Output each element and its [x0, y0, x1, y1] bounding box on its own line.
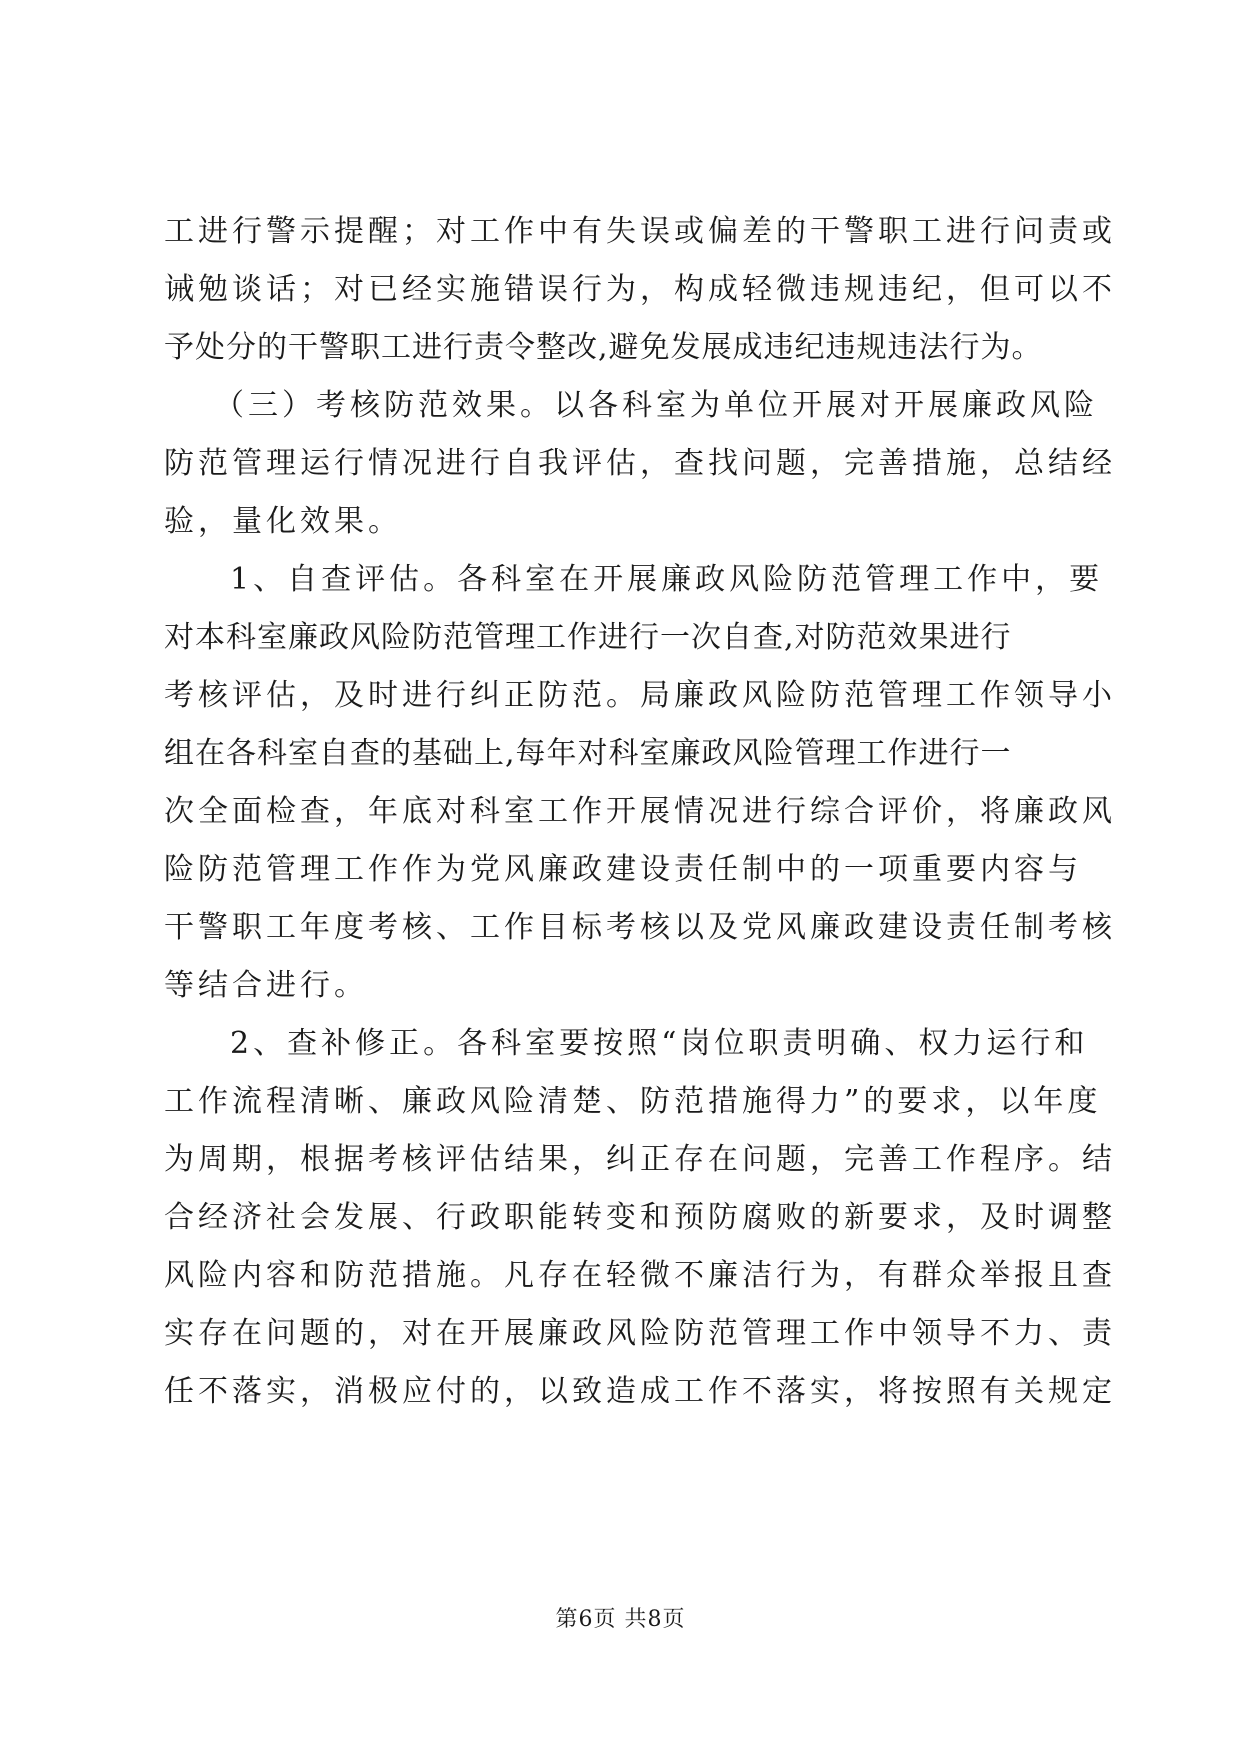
text-line: 等结合进行。: [164, 968, 368, 1003]
text-line: 险防范管理工作作为党风廉政建设责任制中的一项重要内容与: [164, 852, 1082, 887]
text-line: 组在各科室自查的基础上,每年对科室廉政风险管理工作进行一: [164, 736, 1012, 771]
text-line: （三）考核防范效果。以各科室为单位开展对开展廉政风险: [214, 388, 1098, 423]
text-line: 2、查补修正。各科室要按照“岗位职责明确、权力运行和: [230, 1026, 1089, 1061]
text-line: 干警职工年度考核、工作目标考核以及党风廉政建设责任制考核: [164, 910, 1116, 945]
text-line: 任不落实，消极应付的，以致造成工作不落实，将按照有关规定: [164, 1374, 1116, 1409]
page-number-footer: 第6页 共8页: [555, 1607, 686, 1632]
text-line: 考核评估，及时进行纠正防范。局廉政风险防范管理工作领导小: [164, 678, 1116, 713]
text-line: 1、自查评估。各科室在开展廉政风险防范管理工作中，要: [230, 562, 1104, 597]
text-line: 工进行警示提醒；对工作中有失误或偏差的干警职工进行问责或: [164, 214, 1116, 249]
text-line: 次全面检查，年底对科室工作开展情况进行综合评价，将廉政风: [164, 794, 1116, 829]
text-line: 为周期，根据考核评估结果，纠正存在问题，完善工作程序。结: [164, 1142, 1116, 1177]
text-line: 诫勉谈话；对已经实施错误行为，构成轻微违规违纪，但可以不: [164, 272, 1116, 307]
text-line: 合经济社会发展、行政职能转变和预防腐败的新要求，及时调整: [164, 1200, 1116, 1235]
text-line: 实存在问题的，对在开展廉政风险防范管理工作中领导不力、责: [164, 1316, 1116, 1351]
text-line: 予处分的干警职工进行责令整改,避免发展成违纪违规违法行为。: [164, 330, 1043, 365]
text-line: 对本科室廉政风险防范管理工作进行一次自查,对防范效果进行: [164, 620, 1012, 655]
text-line: 风险内容和防范措施。凡存在轻微不廉洁行为，有群众举报且查: [164, 1258, 1116, 1293]
text-line: 验，量化效果。: [164, 504, 402, 539]
text-line: 防范管理运行情况进行自我评估，查找问题，完善措施，总结经: [164, 446, 1116, 481]
text-line: 工作流程清晰、廉政风险清楚、防范措施得力”的要求，以年度: [164, 1084, 1102, 1119]
